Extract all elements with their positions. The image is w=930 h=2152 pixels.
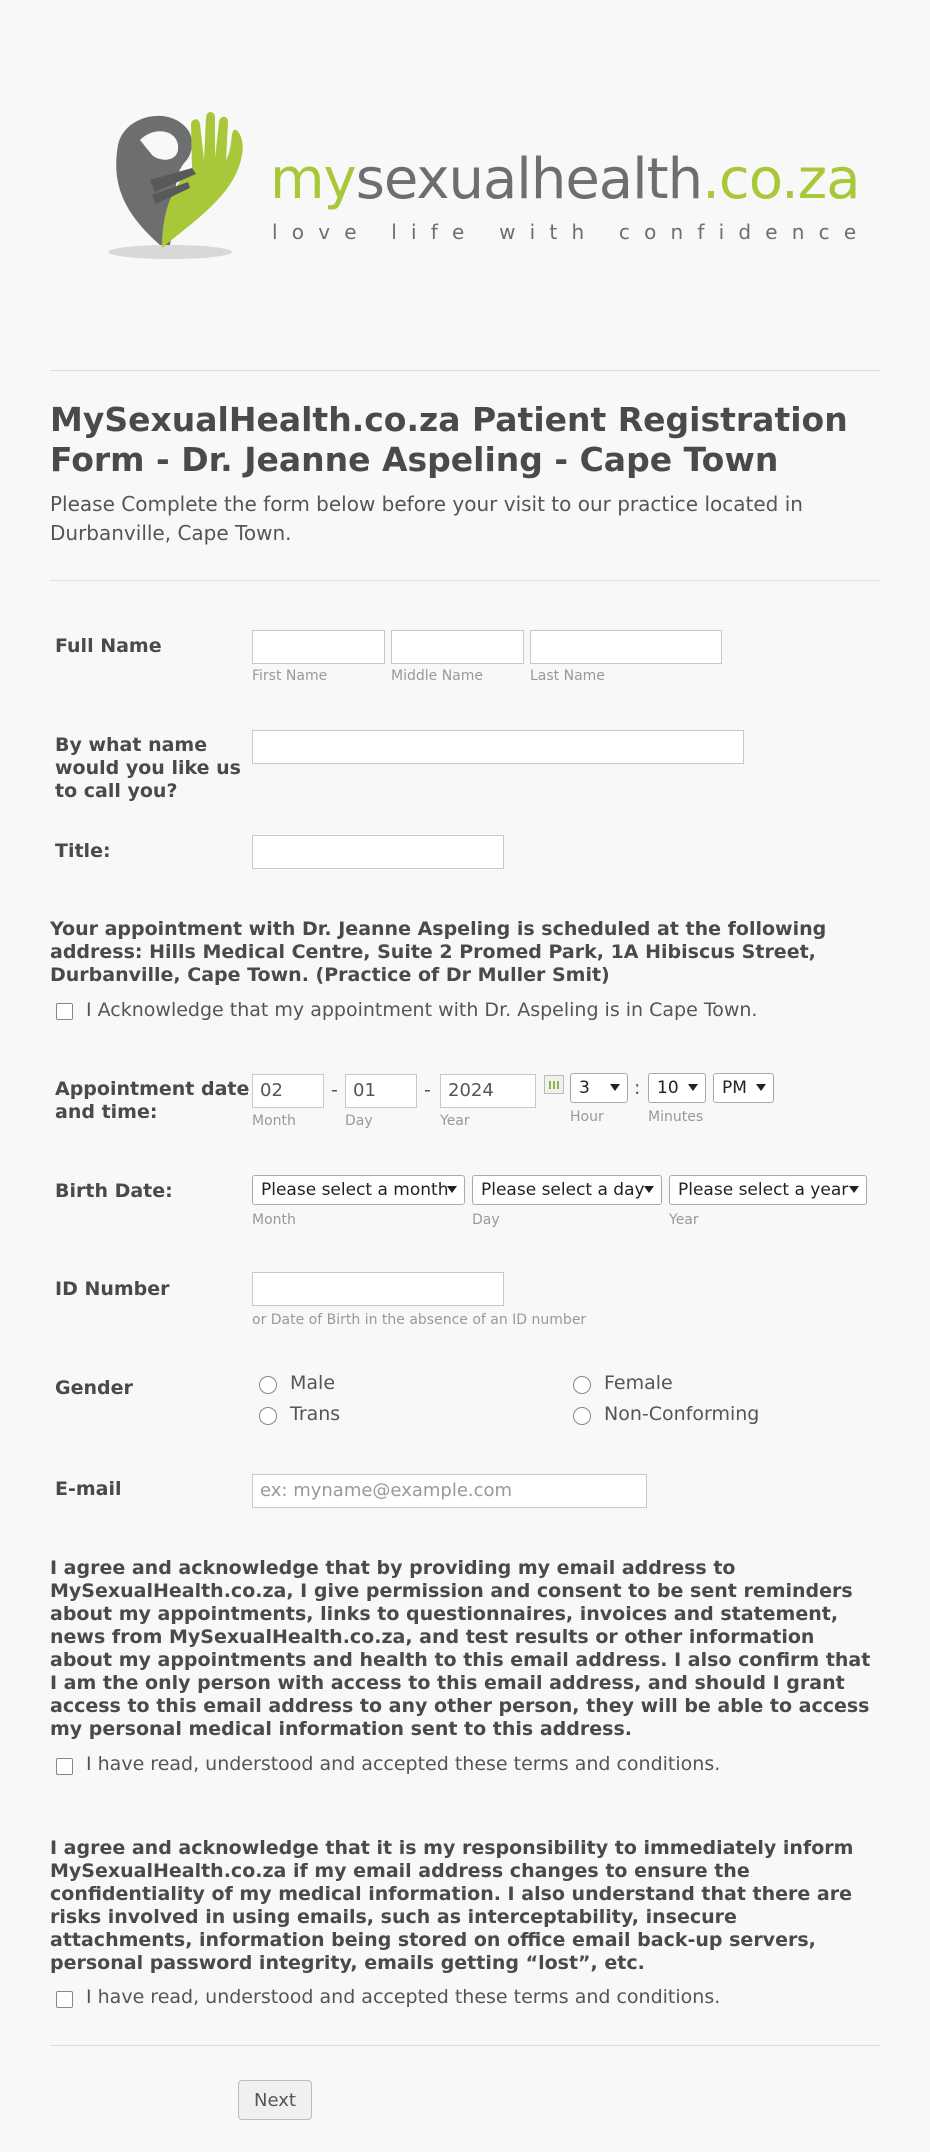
appointment-month-sublabel: Month — [252, 1113, 296, 1129]
appointment-month-input[interactable]: 02 — [252, 1074, 324, 1108]
responsibility-consent-check-label: I have read, understood and accepted these terms and conditions. — [86, 1986, 721, 2008]
first-name-sublabel: First Name — [252, 668, 328, 684]
email-input[interactable]: ex: myname@example.com — [252, 1474, 647, 1508]
title-input[interactable] — [252, 835, 504, 869]
full-name-label: Full Name — [55, 635, 162, 657]
email-consent-text: I agree and acknowledge that by providing my email address to MySexualHealth.co.za, I give permission and consent to be sent reminders about my appointments, links to questionnaires, invoices and statement, news from MySexualHealth.co.za, and test results or other information about my appointments and health to this email address. I also confirm that I am the only person with access to this email address, and should I grant access to this email address to any other person, they will be able to access my personal medical information sent to this address. — [50, 1557, 871, 1740]
form-subtitle: Please Complete the form below before your visit to our practice located in Durbanville, Cape Town. — [50, 492, 803, 545]
nickname-label: By what name would you like us to call you? — [55, 734, 241, 802]
email-consent-check-label: I have read, understood and accepted these terms and conditions. — [86, 1753, 721, 1775]
gender-male-label: Male — [290, 1372, 336, 1394]
brand-wordmark — [270, 147, 860, 212]
appointment-year-sublabel: Year — [440, 1113, 470, 1129]
email-consent-checkbox[interactable] — [56, 1758, 73, 1775]
time-separator: : — [634, 1077, 641, 1099]
gender-male-radio[interactable] — [259, 1376, 277, 1394]
middle-name-input[interactable] — [391, 630, 524, 664]
appointment-hour-sublabel: Hour — [570, 1109, 604, 1125]
last-name-sublabel: Last Name — [530, 668, 605, 684]
last-name-input[interactable] — [530, 630, 722, 664]
responsibility-consent-text: I agree and acknowledge that it is my responsibility to immediately inform MySexualHealth.co.za if my email address changes to ensure the confidentiality of my medical information. I also understand that there are risks involved in using emails, such as interceptability, insecure attachments, information being stored on office email back-up servers, personal password integrity, emails getting “lost”, etc. — [50, 1837, 854, 1974]
first-name-input[interactable] — [252, 630, 385, 664]
appointment-year-input[interactable]: 2024 — [440, 1074, 536, 1108]
birth-month-select[interactable]: Please select a month — [252, 1175, 465, 1205]
form-title: MySexualHealth.co.za Patient Registration Form - Dr. Jeanne Aspeling - Cape Town — [50, 400, 848, 479]
appointment-ampm-select[interactable]: PM — [713, 1073, 774, 1103]
date-separator: - — [331, 1079, 338, 1101]
id-number-sublabel: or Date of Birth in the absence of an ID number — [252, 1312, 587, 1328]
brand-tagline: love life with confidence — [272, 220, 871, 244]
gender-trans-label: Trans — [290, 1403, 341, 1425]
acknowledge-location-checkbox[interactable] — [56, 1003, 73, 1020]
appointment-day-input[interactable]: 01 — [345, 1074, 417, 1108]
wordmark-coza: .co.za — [702, 147, 860, 212]
nickname-input[interactable] — [252, 730, 744, 764]
appointment-minutes-sublabel: Minutes — [648, 1109, 704, 1125]
acknowledge-location-label: I Acknowledge that my appointment with Dr. Aspeling is in Cape Town. — [86, 999, 758, 1021]
appointment-day-sublabel: Day — [345, 1113, 373, 1129]
appointment-label: Appointment date and time: — [55, 1078, 250, 1123]
birth-day-sublabel: Day — [472, 1212, 500, 1228]
email-label: E-mail — [55, 1478, 122, 1500]
id-number-label: ID Number — [55, 1278, 170, 1300]
gender-label: Gender — [55, 1377, 133, 1399]
responsibility-consent-checkbox[interactable] — [56, 1991, 73, 2008]
brand-logo — [100, 100, 871, 270]
date-separator: - — [424, 1079, 431, 1101]
appointment-minutes-select[interactable]: 10 — [648, 1073, 706, 1103]
birth-year-select[interactable]: Please select a year — [669, 1175, 867, 1205]
title-label: Title: — [55, 840, 111, 862]
birth-date-label: Birth Date: — [55, 1180, 173, 1202]
wordmark-my: my — [270, 147, 356, 212]
divider — [50, 2045, 880, 2046]
next-button[interactable]: Next — [238, 2080, 312, 2120]
birth-month-sublabel: Month — [252, 1212, 296, 1228]
middle-name-sublabel: Middle Name — [391, 668, 483, 684]
gender-nonconforming-radio[interactable] — [573, 1407, 591, 1425]
calendar-icon[interactable] — [544, 1075, 564, 1094]
gender-nonconforming-label: Non-Conforming — [604, 1403, 760, 1425]
divider — [50, 370, 880, 371]
hands-heart-logo-icon — [100, 100, 260, 270]
divider — [50, 580, 880, 581]
birth-year-sublabel: Year — [669, 1212, 699, 1228]
appointment-hour-select[interactable]: 3 — [570, 1073, 628, 1103]
gender-trans-radio[interactable] — [259, 1407, 277, 1425]
appointment-notice: Your appointment with Dr. Jeanne Aspeling is scheduled at the following address: Hills Medical Centre, Suite 2 Promed Park, 1A Hibiscus Street, Durbanville, Cape Town. (Practice of Dr Muller Smit) — [50, 918, 827, 986]
gender-female-radio[interactable] — [573, 1376, 591, 1394]
birth-day-select[interactable]: Please select a day — [472, 1175, 662, 1205]
gender-female-label: Female — [604, 1372, 673, 1394]
wordmark-sexualhealth: sexualhealth — [355, 147, 703, 212]
id-number-input[interactable] — [252, 1272, 504, 1306]
